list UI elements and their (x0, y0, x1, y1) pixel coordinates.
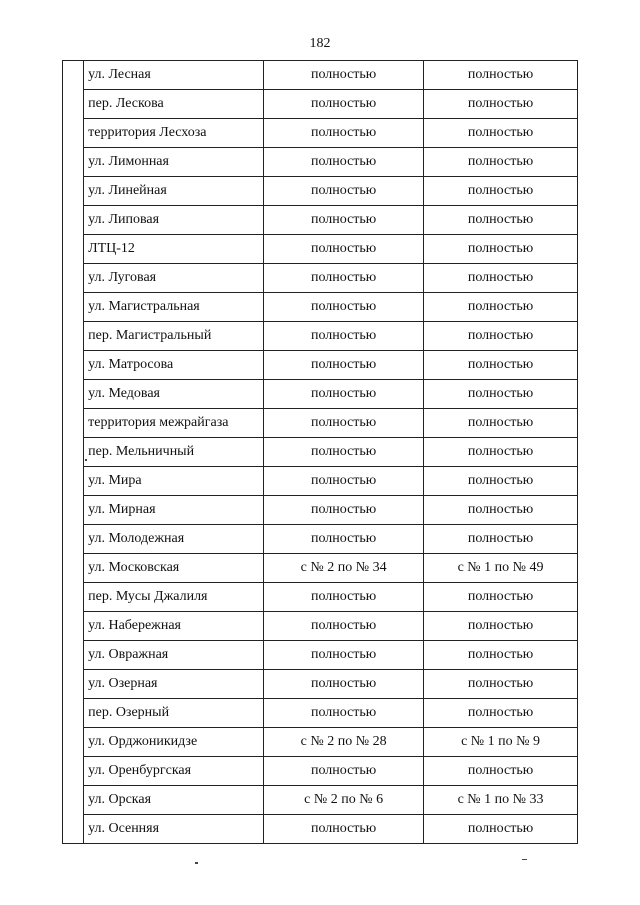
scan-speck (85, 459, 87, 461)
street-cell: ул. Мира (84, 467, 264, 496)
odd-numbers-cell: полностью (424, 235, 578, 264)
table-row (63, 786, 578, 815)
even-numbers-cell: полностью (264, 90, 424, 119)
odd-numbers-cell: полностью (424, 525, 578, 554)
street-cell: ул. Матросова (84, 351, 264, 380)
even-numbers-cell: полностью (264, 612, 424, 641)
odd-numbers-cell: полностью (424, 409, 578, 438)
street-cell: ул. Луговая (84, 264, 264, 293)
odd-numbers-cell: полностью (424, 148, 578, 177)
odd-numbers-cell: полностью (424, 583, 578, 612)
even-numbers-cell: с № 2 по № 28 (264, 728, 424, 757)
even-numbers-cell: полностью (264, 177, 424, 206)
street-cell: ул. Линейная (84, 177, 264, 206)
odd-numbers-cell: полностью (424, 815, 578, 844)
street-cell: ул. Орджоникидзе (84, 728, 264, 757)
even-numbers-cell: полностью (264, 322, 424, 351)
street-cell: ул. Магистральная (84, 293, 264, 322)
table-row (63, 467, 578, 496)
even-numbers-cell: полностью (264, 467, 424, 496)
street-cell: ул. Лимонная (84, 148, 264, 177)
even-numbers-cell: полностью (264, 206, 424, 235)
street-cell: ул. Мирная (84, 496, 264, 525)
odd-numbers-cell: полностью (424, 641, 578, 670)
table-row (63, 119, 578, 148)
odd-numbers-cell: полностью (424, 467, 578, 496)
scan-speck (195, 862, 198, 864)
table-row (63, 757, 578, 786)
even-numbers-cell: полностью (264, 264, 424, 293)
odd-numbers-cell: полностью (424, 670, 578, 699)
table-row (63, 380, 578, 409)
odd-numbers-cell: с № 1 по № 9 (424, 728, 578, 757)
table-row (63, 322, 578, 351)
odd-numbers-cell: полностью (424, 351, 578, 380)
odd-numbers-cell: полностью (424, 61, 578, 90)
table-row (63, 148, 578, 177)
table-row (63, 496, 578, 525)
table-row (63, 525, 578, 554)
even-numbers-cell: с № 2 по № 6 (264, 786, 424, 815)
even-numbers-cell: полностью (264, 235, 424, 264)
street-cell: ул. Молодежная (84, 525, 264, 554)
street-cell: пер. Лескова (84, 90, 264, 119)
table-row (63, 728, 578, 757)
even-numbers-cell: полностью (264, 815, 424, 844)
even-numbers-cell: полностью (264, 670, 424, 699)
table-row (63, 554, 578, 583)
table-row (63, 612, 578, 641)
odd-numbers-cell: полностью (424, 699, 578, 728)
table-row (63, 699, 578, 728)
odd-numbers-cell: полностью (424, 496, 578, 525)
streets-table (62, 60, 578, 844)
odd-numbers-cell: полностью (424, 177, 578, 206)
odd-numbers-cell: полностью (424, 206, 578, 235)
street-cell: ул. Лесная (84, 61, 264, 90)
odd-numbers-cell: полностью (424, 119, 578, 148)
table-row (63, 264, 578, 293)
street-cell: пер. Мельничный (84, 438, 264, 467)
even-numbers-cell: полностью (264, 351, 424, 380)
even-numbers-cell: полностью (264, 496, 424, 525)
table-row (63, 438, 578, 467)
street-cell: ул. Медовая (84, 380, 264, 409)
odd-numbers-cell: с № 1 по № 33 (424, 786, 578, 815)
street-cell: ул. Орская (84, 786, 264, 815)
street-cell: пер. Мусы Джалиля (84, 583, 264, 612)
even-numbers-cell: полностью (264, 293, 424, 322)
street-cell: территория межрайгаза (84, 409, 264, 438)
even-numbers-cell: полностью (264, 438, 424, 467)
odd-numbers-cell: полностью (424, 380, 578, 409)
street-cell: пер. Магистральный (84, 322, 264, 351)
odd-numbers-cell: полностью (424, 264, 578, 293)
street-cell: ул. Оренбургская (84, 757, 264, 786)
odd-numbers-cell: с № 1 по № 49 (424, 554, 578, 583)
odd-numbers-cell: полностью (424, 293, 578, 322)
street-cell: пер. Озерный (84, 699, 264, 728)
table-row (63, 641, 578, 670)
table-row (63, 177, 578, 206)
merged-left-cell (63, 61, 84, 844)
street-cell: ул. Набережная (84, 612, 264, 641)
even-numbers-cell: с № 2 по № 34 (264, 554, 424, 583)
even-numbers-cell: полностью (264, 409, 424, 438)
even-numbers-cell: полностью (264, 61, 424, 90)
table-row (63, 235, 578, 264)
street-cell: ул. Московская (84, 554, 264, 583)
even-numbers-cell: полностью (264, 525, 424, 554)
odd-numbers-cell: полностью (424, 90, 578, 119)
street-cell: ул. Овражная (84, 641, 264, 670)
table-row (63, 293, 578, 322)
odd-numbers-cell: полностью (424, 612, 578, 641)
street-cell: территория Лесхоза (84, 119, 264, 148)
table-row (63, 61, 578, 90)
table-row (63, 351, 578, 380)
table-body (63, 61, 578, 844)
even-numbers-cell: полностью (264, 699, 424, 728)
page-number: 182 (309, 36, 331, 51)
odd-numbers-cell: полностью (424, 757, 578, 786)
table-row (63, 670, 578, 699)
table-row (63, 90, 578, 119)
street-cell: ул. Озерная (84, 670, 264, 699)
odd-numbers-cell: полностью (424, 322, 578, 351)
odd-numbers-cell: полностью (424, 438, 578, 467)
table-row (63, 815, 578, 844)
street-cell: ЛТЦ-12 (84, 235, 264, 264)
street-cell: ул. Липовая (84, 206, 264, 235)
scan-speck (522, 859, 527, 860)
even-numbers-cell: полностью (264, 757, 424, 786)
even-numbers-cell: полностью (264, 119, 424, 148)
even-numbers-cell: полностью (264, 641, 424, 670)
even-numbers-cell: полностью (264, 583, 424, 612)
even-numbers-cell: полностью (264, 380, 424, 409)
table-row (63, 583, 578, 612)
table-row (63, 409, 578, 438)
table-row (63, 206, 578, 235)
even-numbers-cell: полностью (264, 148, 424, 177)
street-cell: ул. Осенняя (84, 815, 264, 844)
